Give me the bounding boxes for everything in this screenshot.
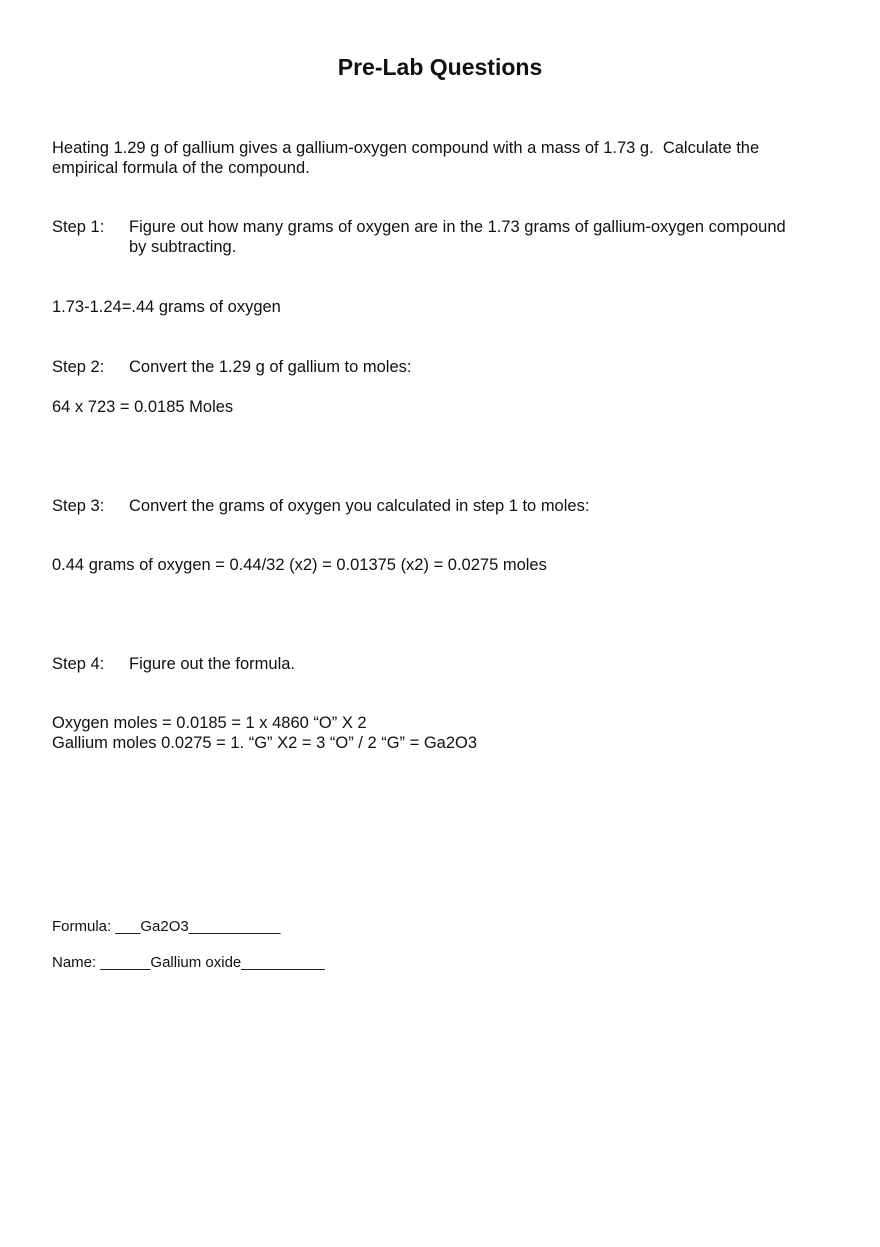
step-1-text-line-2: by subtracting.: [129, 238, 237, 256]
step-2-label: Step 2:: [52, 358, 105, 376]
step-1-answer: 1.73-1.24=.44 grams of oxygen: [52, 298, 281, 316]
step-4-text: Figure out the formula.: [129, 655, 295, 673]
page-title: Pre-Lab Questions: [337, 54, 543, 80]
intro-line-2: empirical formula of the compound.: [52, 159, 310, 177]
intro-line-1: Heating 1.29 g of gallium gives a gallium-oxygen compound with a mass of 1.73 g. Calculate the: [52, 139, 760, 157]
step-4-label: Step 4:: [52, 655, 105, 673]
step-1-label: Step 1:: [52, 218, 105, 236]
step-3-answer: 0.44 grams of oxygen = 0.44/32 (x2) = 0.01375 (x2) = 0.0275 moles: [52, 556, 547, 574]
step-4-answer-line-1: Oxygen moles = 0.0185 = 1 x 4860 “O” X 2: [52, 714, 367, 732]
step-2-answer: 64 x 723 = 0.0185 Moles: [52, 398, 234, 416]
step-1-text-line-1: Figure out how many grams of oxygen are in the 1.73 grams of gallium-oxygen compound: [129, 218, 786, 236]
step-3-text: Convert the grams of oxygen you calculated in step 1 to moles:: [129, 497, 590, 515]
step-4-answer-line-2: Gallium moles 0.0275 = 1. “G” X2 = 3 “O” / 2 “G” = Ga2O3: [52, 734, 478, 752]
name-line: Name: ______Gallium oxide__________: [52, 954, 325, 971]
step-3-label: Step 3:: [52, 497, 105, 515]
formula-line: Formula: ___Ga2O3___________: [52, 918, 281, 935]
step-2-text: Convert the 1.29 g of gallium to moles:: [129, 358, 412, 376]
